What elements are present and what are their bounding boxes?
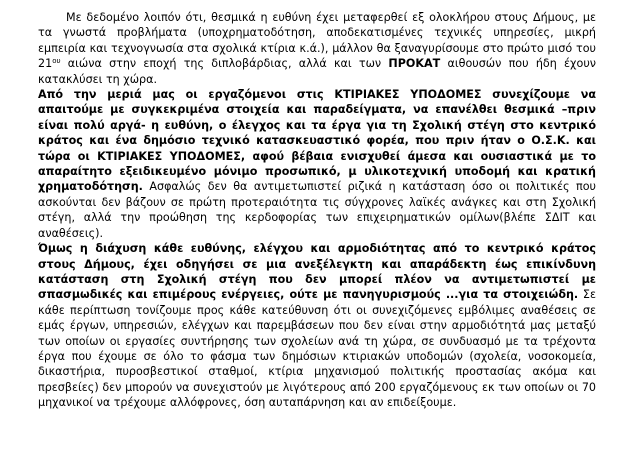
paragraph-3-bold-text: Όμως η διάχυση κάθε ευθύνης, ελέγχου και αρμοδιότητας από το κεντρικό κράτος στους Δήμους, έχει οδηγήσει σε μια ανεξέλεγκτη και απαράδεκτη έως επικίνδυνη κατάσταση στη Σχολική στέγη που δεν μπορεί πλέον να αντιμετωπιστεί με σπασμωδικές και επιμέρους ενέργειες, ούτε με πανηγυρισμούς ...για τα στοιχειώδη. [38,242,596,302]
paragraph-2 [38,87,596,241]
paragraph-1-text-c: αιθουσών που ήδη έχουν κατακλύσει τη χώρα. [38,57,596,86]
paragraph-1-superscript: ου [52,57,61,66]
paragraph-3 [38,241,596,410]
paragraph-1-text-a: Με δεδομένο λοιπόν ότι, θεσμικά η ευθύνη έχει μεταφερθεί εξ ολοκλήρου στους Δήμους, με τα γνωστά προβλήματα (υποχρηματοδότηση, αποδεκατισμένες τεχνικές υπηρεσίες, μικρή εμπειρία και τεχνογνωσία στα σχολικά κτίρια κ.ά.), μάλλον θα ξαναγυρίσουμε στο πρώτο μισό του 21 [38,11,596,71]
paragraph-1 [38,10,596,87]
paragraph-1-text-b: αιώνα στην εποχή της διπλοβάρδιας, αλλά και των [60,57,389,71]
paragraph-2-text: Ασφαλώς δεν θα αντιμετωπιστεί ριζικά η κατάσταση όσο οι πολιτικές που ασκούνται δεν βάζουν σε πρώτη προτεραιότητα τις σύγχρονες λαϊκές ανάγκες και στη Σχολική στέγη, αλλά την προώθηση της κερδοφορίας των επιχειρηματικών ομίλων(βλέπε ΣΔΙΤ και αναθέσεις). [38,180,596,240]
paragraph-1-bold-term: ΠΡΟΚΑΤ [388,57,441,71]
paragraph-2-bold-text: Από την μεριά μας οι εργαζόμενοι στις ΚΤΙΡΙΑΚΕΣ ΥΠΟΔΟΜΕΣ συνεχίζουμε να απαιτούμε με συγκεκριμένα στοιχεία και παραδείγματα, να επανέλθει θεσμικά –πριν είναι πολύ αργά- η ευθύνη, ο έλεγχος και τα έργα για τη Σχολική στέγη στο κεντρικό κράτος και ένα δημόσιο τεχνικό κατασκευαστικό φορέα, που πριν ήταν ο Ο.Σ.Κ. και τώρα οι ΚΤΙΡΙΑΚΕΣ ΥΠΟΔΟΜΕΣ, αφού βέβαια ενισχυθεί άμεσα και ουσιαστικά με το απαραίτητο εξειδικευμένο μόνιμο προσωπικό, μ υλικοτεχνική υποδομή και κρατική χρηματοδότηση. [38,88,596,194]
paragraph-3-text: Σε κάθε περίπτωση τονίζουμε προς κάθε κατεύθυνση ότι οι συνεχιζόμενες εμβόλιμες αναθέσεις σε εμάς έργων, υπηρεσιών, ελέγχων και παρεμβάσεων που δεν είναι στην αρμοδιότητά μας μεταξύ των οποίων οι εργασίες συντήρησης των σχολείων ανά τη χώρα, σε συνδυασμό με τα τρέχοντα έργα που έχουμε σε όλο το φάσμα των δημόσιων κτιριακών υποδομών (σχολεία, νοσοκομεία, δικαστήρια, πυροσβεστικοί σταθμοί, κτίρια μηχανισμού πολιτικής προστασίας ακόμα και πρεσβείες) δεν μπορούν να συνεχιστούν με λιγότερους από 200 εργαζόμενους εκ των οποίων οι 70 μηχανικοί να τρέχουμε αλλόφρονες, όση αυταπάρνηση και αν επιδείξουμε. [38,288,596,410]
